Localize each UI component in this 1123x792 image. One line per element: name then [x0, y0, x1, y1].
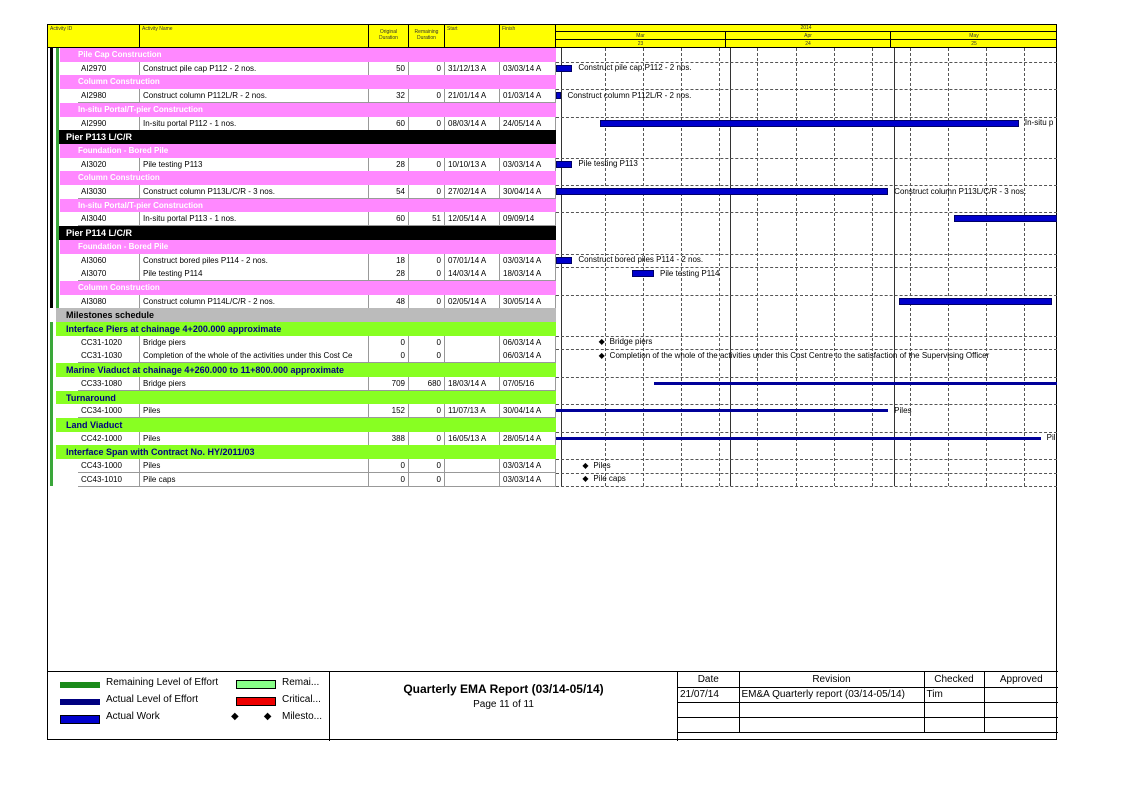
- original-duration: 0: [369, 349, 409, 363]
- table-row: [48, 404, 556, 418]
- original-duration: 54: [369, 185, 409, 199]
- original-duration: 60: [369, 212, 409, 226]
- table-row: [48, 349, 556, 363]
- start-date: 14/03/14 A: [445, 267, 500, 281]
- activity-name: Construct pile cap P112 - 2 nos.: [140, 62, 369, 76]
- group-band: [56, 418, 556, 432]
- gantt-bar: [899, 298, 1051, 305]
- group-label: Pile Cap Construction: [78, 50, 162, 59]
- timeline-month-mar: Mar: [556, 32, 726, 40]
- group-band: [60, 199, 556, 213]
- start-date: [445, 336, 500, 350]
- table-row: [48, 295, 556, 309]
- timeline-week-23: 23: [556, 40, 726, 48]
- table-row: [48, 185, 556, 199]
- gantt-bar: [654, 382, 1057, 385]
- remaining-duration: 0: [409, 404, 445, 418]
- gantt-bar-label: Piles: [894, 405, 912, 415]
- group-label: Column Construction: [78, 173, 160, 183]
- remaining-duration: 0: [409, 349, 445, 363]
- original-duration: 0: [369, 336, 409, 350]
- group-label: Interface Piers at chainage 4+200.000 approximate: [66, 324, 282, 334]
- activity-name: Bridge piers: [140, 377, 369, 391]
- legend-remaining-work: Remai...: [282, 677, 320, 688]
- start-date: 07/01/14 A: [445, 254, 500, 268]
- finish-date: 03/03/14 A: [500, 254, 556, 268]
- chart-hgridline: [556, 117, 1057, 118]
- gantt-bar: [556, 65, 572, 72]
- start-date: 16/05/13 A: [445, 432, 500, 446]
- milestone-label: Completion of the whole of the activities under this Cost Centre to the satisfaction of the Supervising Officer: [609, 350, 990, 360]
- chart-hgridline: [556, 295, 1057, 296]
- gantt-bar-label: In-situ p: [1024, 118, 1054, 127]
- rev-empty-cell: [739, 717, 924, 732]
- gantt-bar: [632, 270, 654, 277]
- group-label: Land Viaduct: [66, 419, 123, 430]
- chart-hgridline: [556, 377, 1057, 378]
- activity-name: Construct column P114L/C/R - 2 nos.: [140, 295, 369, 309]
- gantt-bar: [556, 437, 1041, 440]
- page-number: Page 11 of 11: [473, 699, 534, 710]
- group-label: Turnaround: [66, 392, 116, 403]
- milestone-label: Bridge piers: [609, 337, 653, 347]
- timeline-header: [556, 25, 1056, 48]
- legend-actual-work: Actual Work: [106, 711, 160, 722]
- finish-date: 18/03/14 A: [500, 267, 556, 281]
- start-date: 11/07/13 A: [445, 404, 500, 418]
- original-duration: 28: [369, 267, 409, 281]
- table-row: [48, 117, 556, 131]
- group-band: [56, 130, 556, 144]
- remaining-duration: 0: [409, 336, 445, 350]
- finish-date: 07/05/16: [500, 377, 556, 391]
- group-band: [60, 103, 556, 117]
- legend-critical: Critical...: [282, 694, 321, 705]
- legend-critical-swatch: [236, 697, 276, 706]
- finish-date: 30/04/14 A: [500, 185, 556, 199]
- chart-hgridline: [556, 459, 1057, 460]
- remaining-duration: 0: [409, 432, 445, 446]
- activity-id: AI3020: [78, 158, 140, 172]
- finish-date: 06/03/14 A: [500, 349, 556, 363]
- group-label: Foundation - Bored Pile: [78, 241, 169, 251]
- activity-name: Completion of the whole of the activities under this Cost Ce: [140, 349, 369, 363]
- group-band: [56, 308, 556, 322]
- legend-actual-work-swatch: [60, 715, 100, 724]
- timeline-week-24: 24: [726, 40, 891, 48]
- chart-hgridline: [556, 212, 1057, 213]
- header-finish: Finish: [500, 25, 556, 48]
- activity-name: Construct column P112L/R - 2 nos.: [140, 89, 369, 103]
- revision-table: [678, 671, 1058, 741]
- remaining-duration: 0: [409, 158, 445, 172]
- remaining-duration: 51: [409, 212, 445, 226]
- original-duration: 48: [369, 295, 409, 309]
- gantt-bar: [556, 257, 572, 264]
- group-label: Milestones schedule: [66, 310, 155, 321]
- gantt-bar-label: Construct pile cap P112 - 2 nos.: [578, 63, 692, 73]
- activity-name: In-situ portal P112 - 1 nos.: [140, 117, 369, 131]
- hierarchy-bar: [50, 322, 53, 486]
- rev-checked: Tim: [924, 687, 984, 702]
- start-date: 08/03/14 A: [445, 117, 500, 131]
- group-label: In-situ Portal/T-pier Construction: [78, 104, 203, 114]
- activity-name: Piles: [140, 432, 369, 446]
- rev-header-date: Date: [678, 672, 739, 687]
- rev-empty-cell: [739, 702, 924, 717]
- finish-date: 30/05/14 A: [500, 295, 556, 309]
- activity-id: CC43-1010: [78, 473, 140, 487]
- group-band: [56, 363, 556, 377]
- start-date: 02/05/14 A: [445, 295, 500, 309]
- gantt-bar-label: Construct bored piles P114 - 2 nos.: [578, 255, 704, 264]
- remaining-duration: 0: [409, 254, 445, 268]
- start-date: [445, 349, 500, 363]
- group-label: In-situ Portal/T-pier Construction: [78, 200, 203, 210]
- report-title-box: [330, 671, 678, 741]
- remaining-duration: 0: [409, 185, 445, 199]
- rev-header-revision: Revision: [739, 672, 924, 687]
- table-row: [48, 336, 556, 350]
- activity-id: AI2970: [78, 62, 140, 76]
- milestone-diamond-icon: ◆: [598, 337, 605, 347]
- group-band: [60, 240, 556, 254]
- rev-empty-cell: [984, 702, 1058, 717]
- gantt-bar: [556, 188, 888, 195]
- finish-date: 24/05/14 A: [500, 117, 556, 131]
- chart-hgridline: [556, 473, 1057, 474]
- legend-remaining-loe-swatch: [60, 682, 100, 688]
- activity-name: Pile caps: [140, 473, 369, 487]
- group-band: [56, 445, 556, 459]
- finish-date: 03/03/14 A: [500, 459, 556, 473]
- group-label: Pier P113 L/C/R: [66, 132, 133, 143]
- timeline-month-apr: Apr: [726, 32, 891, 40]
- finish-date: 03/03/14 A: [500, 158, 556, 172]
- finish-date: 30/04/14 A: [500, 404, 556, 418]
- finish-date: 03/03/14 A: [500, 62, 556, 76]
- activity-id: CC31-1030: [78, 349, 140, 363]
- rev-approved: [984, 687, 1058, 702]
- rev-header-checked: Checked: [924, 672, 984, 687]
- legend-milestone: Milesto...: [282, 711, 323, 722]
- activity-name: Piles: [140, 459, 369, 473]
- milestone-label: Pile caps: [593, 474, 626, 484]
- table-row: [48, 212, 556, 226]
- table-row: [48, 459, 556, 473]
- table-row: [48, 267, 556, 281]
- activity-id: CC42-1000: [78, 432, 140, 446]
- activity-id: CC43-1000: [78, 459, 140, 473]
- finish-date: 06/03/14 A: [500, 336, 556, 350]
- header-start: Start: [445, 25, 500, 48]
- activity-id: AI3080: [78, 295, 140, 309]
- gantt-bar: [954, 215, 1057, 222]
- remaining-duration: 0: [409, 295, 445, 309]
- activity-name: Bridge piers: [140, 336, 369, 350]
- start-date: 21/01/14 A: [445, 89, 500, 103]
- milestone-label: Piles: [593, 460, 611, 470]
- group-label: Column Construction: [78, 77, 160, 87]
- legend-remaining-loe: Remaining Level of Effort: [106, 677, 219, 688]
- group-band: [60, 48, 556, 62]
- gantt-bar: [556, 409, 888, 412]
- gantt-bar-label: Pile testing P113: [578, 159, 638, 169]
- table-row: [48, 158, 556, 172]
- group-label: Pier P114 L/C/R: [66, 228, 133, 239]
- group-band: [60, 281, 556, 295]
- activity-name: Construct column P113L/C/R - 3 nos.: [140, 185, 369, 199]
- schedule-frame: [47, 24, 1057, 740]
- start-date: 27/02/14 A: [445, 185, 500, 199]
- gantt-bar: [600, 120, 1019, 127]
- start-date: 12/05/14 A: [445, 212, 500, 226]
- table-row: [48, 254, 556, 268]
- rev-empty-cell: [924, 717, 984, 732]
- start-date: 18/03/14 A: [445, 377, 500, 391]
- original-duration: 18: [369, 254, 409, 268]
- activity-id: AI2980: [78, 89, 140, 103]
- remaining-duration: 0: [409, 117, 445, 131]
- activity-id: CC31-1020: [78, 336, 140, 350]
- legend-milestone-diamond-icon: ◆ ◆: [231, 711, 272, 722]
- activity-id: CC34-1000: [78, 404, 140, 418]
- gantt-chart: [556, 48, 1057, 508]
- remaining-duration: 680: [409, 377, 445, 391]
- legend-actual-loe-swatch: [60, 699, 100, 705]
- group-band: [60, 171, 556, 185]
- milestone-diamond-icon: ◆: [582, 474, 589, 484]
- remaining-duration: 0: [409, 459, 445, 473]
- gantt-bar-label: Pil: [1046, 433, 1056, 443]
- group-band: [56, 391, 556, 405]
- rev-revision: EM&A Quarterly report (03/14-05/14): [739, 687, 924, 702]
- chart-hgridline: [556, 432, 1057, 433]
- header-activity-id: Activity ID: [48, 25, 140, 48]
- group-label: Column Construction: [78, 282, 160, 292]
- activity-id: AI3070: [78, 267, 140, 281]
- report-title: Quarterly EMA Report (03/14-05/14): [403, 682, 604, 696]
- start-date: 31/12/13 A: [445, 62, 500, 76]
- original-duration: 50: [369, 62, 409, 76]
- finish-date: 03/03/14 A: [500, 473, 556, 487]
- activity-name: Pile testing P114: [140, 267, 369, 281]
- original-duration: 709: [369, 377, 409, 391]
- activity-id: AI3030: [78, 185, 140, 199]
- activity-id: AI3060: [78, 254, 140, 268]
- original-duration: 28: [369, 158, 409, 172]
- activity-name: In-situ portal P113 - 1 nos.: [140, 212, 369, 226]
- original-duration: 32: [369, 89, 409, 103]
- rev-empty-cell: [984, 717, 1058, 732]
- finish-date: 01/03/14 A: [500, 89, 556, 103]
- timeline-month-may: May: [891, 32, 1057, 40]
- milestone-diamond-icon: ◆: [598, 350, 605, 360]
- group-band: [60, 144, 556, 158]
- table-row: [48, 473, 556, 487]
- finish-date: 09/09/14: [500, 212, 556, 226]
- remaining-duration: 0: [409, 473, 445, 487]
- header-activity-name: Activity Name: [140, 25, 369, 48]
- start-date: 10/10/13 A: [445, 158, 500, 172]
- legend-remaining-work-swatch: [236, 680, 276, 689]
- original-duration: 0: [369, 459, 409, 473]
- rev-empty-cell: [924, 702, 984, 717]
- hierarchy-bar: [50, 48, 53, 308]
- gantt-bar: [556, 161, 572, 168]
- milestone-diamond-icon: ◆: [582, 460, 589, 470]
- table-row: [48, 432, 556, 446]
- chart-hgridline: [556, 486, 1057, 487]
- table-row: [48, 89, 556, 103]
- timeline-year: 2014: [556, 25, 1056, 32]
- remaining-duration: 0: [409, 267, 445, 281]
- activity-name: Construct bored piles P114 - 2 nos.: [140, 254, 369, 268]
- start-date: [445, 459, 500, 473]
- group-label: Foundation - Bored Pile: [78, 145, 169, 155]
- start-date: [445, 473, 500, 487]
- activity-name: Piles: [140, 404, 369, 418]
- original-duration: 388: [369, 432, 409, 446]
- rev-date: 21/07/14: [678, 687, 739, 702]
- group-band: [56, 226, 556, 240]
- gantt-bar-label: Construct column P113L/C/R - 3 nos.: [894, 186, 1027, 196]
- gantt-bar-label: Construct column P112L/R - 2 nos.: [567, 90, 692, 100]
- group-label: Marine Viaduct at chainage 4+260.000 to 11+800.000 approximate: [66, 365, 344, 376]
- finish-date: 28/05/14 A: [500, 432, 556, 446]
- rev-empty-cell: [678, 717, 739, 732]
- hierarchy-bar: [56, 48, 59, 308]
- group-label: Interface Span with Contract No. HY/2011/03: [66, 447, 255, 458]
- table-row: [48, 377, 556, 391]
- chart-hgridline: [556, 267, 1057, 268]
- activity-id: AI3040: [78, 212, 140, 226]
- remaining-duration: 0: [409, 89, 445, 103]
- group-band: [56, 322, 556, 336]
- group-band: [60, 75, 556, 89]
- activity-name: Pile testing P113: [140, 158, 369, 172]
- gantt-bar: [556, 92, 561, 99]
- header-original-duration: Original Duration: [369, 25, 409, 48]
- legend-actual-loe: Actual Level of Effort: [106, 694, 199, 705]
- header-remaining-duration: Remaining Duration: [409, 25, 445, 48]
- table-row: [48, 62, 556, 76]
- original-duration: 152: [369, 404, 409, 418]
- rev-empty-cell: [678, 702, 739, 717]
- legend: [48, 671, 330, 741]
- activity-id: CC33-1080: [78, 377, 140, 391]
- timeline-week-25: 25: [971, 41, 977, 47]
- original-duration: 60: [369, 117, 409, 131]
- gantt-bar-label: Pile testing P114: [660, 268, 720, 278]
- original-duration: 0: [369, 473, 409, 487]
- activity-id: AI2990: [78, 117, 140, 131]
- rev-header-approved: Approved: [984, 672, 1058, 687]
- chart-hgridline: [556, 404, 1057, 405]
- remaining-duration: 0: [409, 62, 445, 76]
